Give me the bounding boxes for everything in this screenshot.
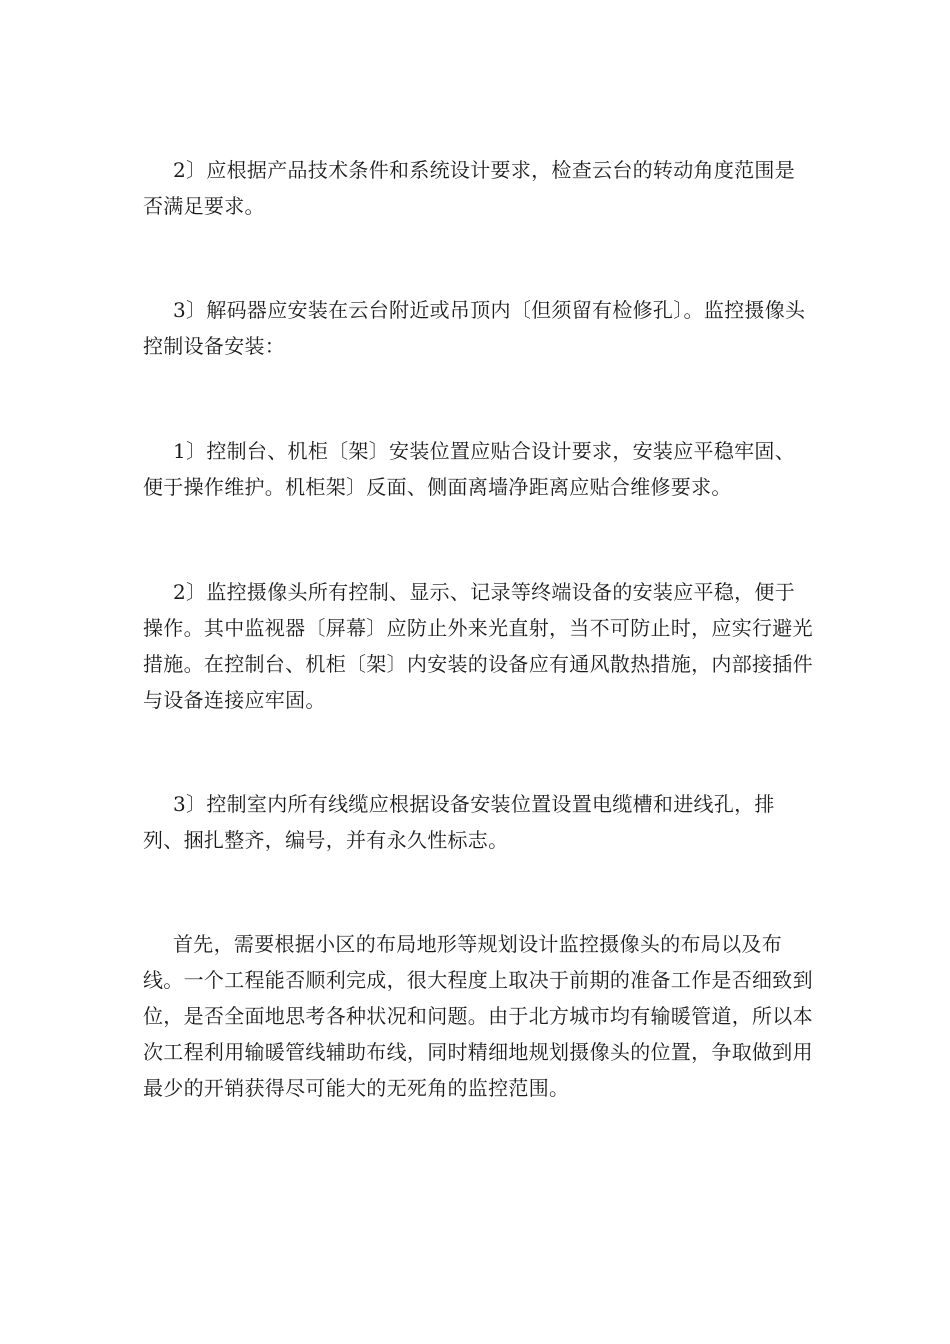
paragraph-decoder-installation: 3〕解码器应安装在云台附近或吊顶内〔但须留有检修孔〕。监控摄像头控制设备安装： [143, 298, 806, 358]
paragraph-console-cabinet-installation: 1〕控制台、机柜〔架〕安装位置应贴合设计要求，安装应平稳牢固、便于操作维护。机柜架〕反面、侧面离墙净距离应贴合维修要求。 [143, 439, 796, 499]
paragraph-control-room-cabling: 3〕控制室内所有线缆应根据设备安装位置设置电缆槽和进线孔，排列、捆扎整齐，编号，并有永久性标志。 [143, 792, 775, 852]
paragraph-ptz-rotation-check: 2〕应根据产品技术条件和系统设计要求，检查云台的转动角度范围是否满足要求。 [143, 158, 796, 218]
paragraph-layout-planning: 首先，需要根据小区的布局地形等规划设计监控摄像头的布局以及布线。一个工程能否顺利完成，很大程度上取决于前期的准备工作是否细致到位，是否全面地思考各种状况和问题。由于北方城市均有输暖管道，所以本次工程利用输暖管线辅助布线，同时精细地规划摄像头的位置，争取做到用最少的开销获得尽可能大的无死角的监控范围。 [143, 932, 813, 1100]
paragraph-terminal-equipment-installation: 2〕监控摄像头所有控制、显示、记录等终端设备的安装应平稳，便于操作。其中监视器〔屏幕〕应防止外来光直射，当不可防止时，应实行避光措施。在控制台、机柜〔架〕内安装的设备应有通风散热措施，内部接插件与设备连接应牢固。 [143, 580, 813, 712]
